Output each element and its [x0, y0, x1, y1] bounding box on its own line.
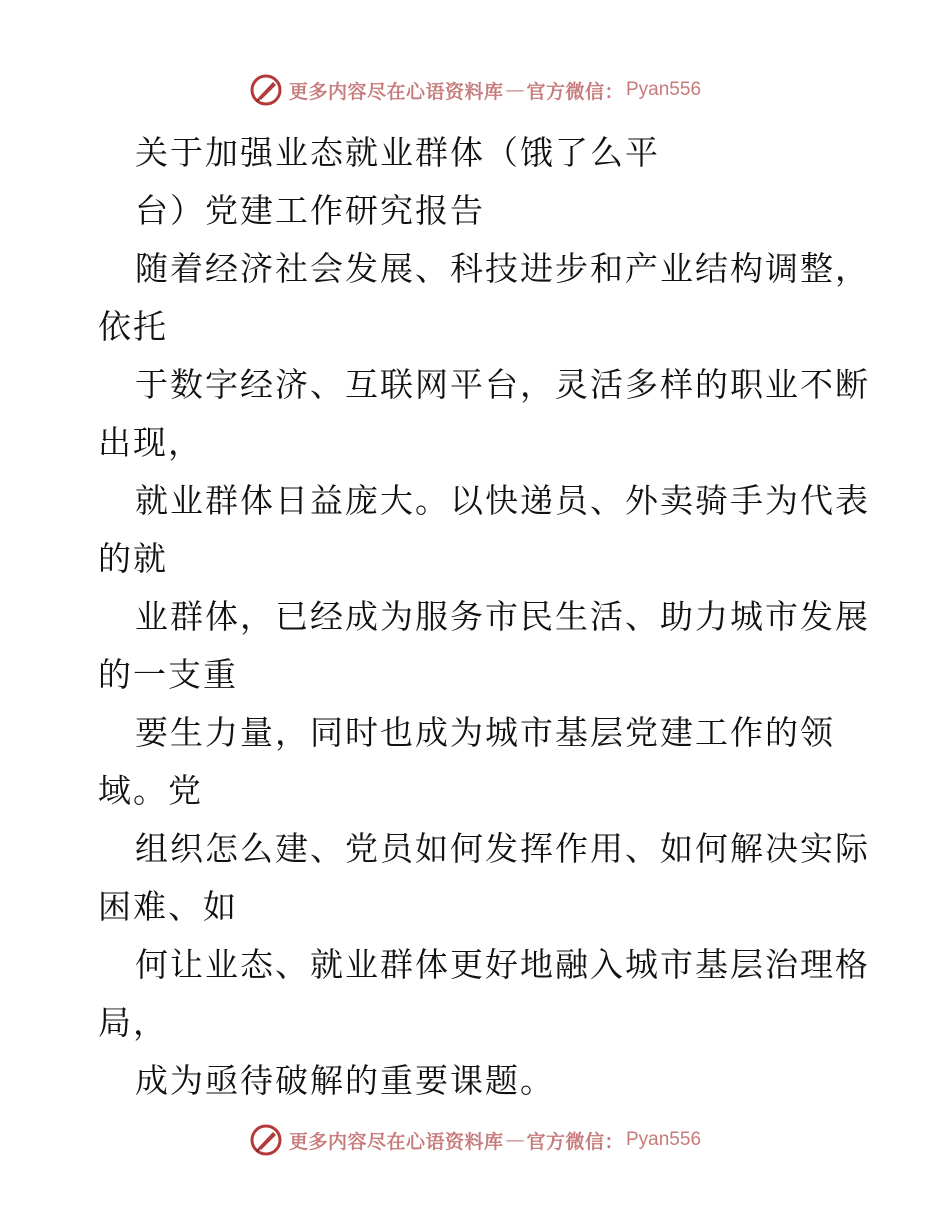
- document-line: 的就: [98, 539, 168, 578]
- document-line: 局，: [98, 1003, 168, 1042]
- watermark-handle: Pyan556: [626, 79, 702, 100]
- document-line: 依托: [98, 307, 168, 346]
- footer-watermark: [0, 1120, 950, 1160]
- document-line: 困难、如: [98, 887, 238, 926]
- document-body: [98, 124, 870, 1110]
- document-line: 的一支重: [98, 655, 238, 694]
- watermark-separator: —: [505, 1129, 525, 1151]
- document-line: 随着经济社会发展、科技进步和产业结构调整，: [135, 249, 870, 288]
- document-line: 台）党建工作研究报告: [135, 191, 485, 230]
- document-line: 于数字经济、互联网平台，灵活多样的职业不断: [135, 365, 870, 404]
- watermark-label: 官方微信：: [526, 1130, 624, 1153]
- document-line: 出现，: [98, 423, 203, 462]
- watermark-brand: 更多内容尽在心语资料库: [288, 80, 504, 103]
- watermark-brand: 更多内容尽在心语资料库: [288, 1130, 504, 1153]
- document-line: 就业群体日益庞大。以快递员、外卖骑手为代表: [135, 481, 870, 520]
- document-line: 组织怎么建、党员如何发挥作用、如何解决实际: [135, 829, 870, 868]
- document-line: 域。党: [98, 771, 203, 810]
- document-line: 关于加强业态就业群体（饿了么平: [135, 133, 660, 172]
- watermark-handle: Pyan556: [626, 1129, 702, 1150]
- quill-logo-icon: [249, 73, 283, 107]
- watermark-separator: —: [505, 79, 525, 101]
- document-line: 业群体，已经成为服务市民生活、助力城市发展: [135, 597, 870, 636]
- quill-logo-icon: [249, 1123, 283, 1157]
- watermark-label: 官方微信：: [526, 80, 624, 103]
- document-line: 何让业态、就业群体更好地融入城市基层治理格: [135, 945, 870, 984]
- header-watermark: [0, 70, 950, 110]
- document-line: 成为亟待破解的重要课题。: [135, 1061, 555, 1100]
- document-line: 要生力量，同时也成为城市基层党建工作的领: [135, 713, 835, 752]
